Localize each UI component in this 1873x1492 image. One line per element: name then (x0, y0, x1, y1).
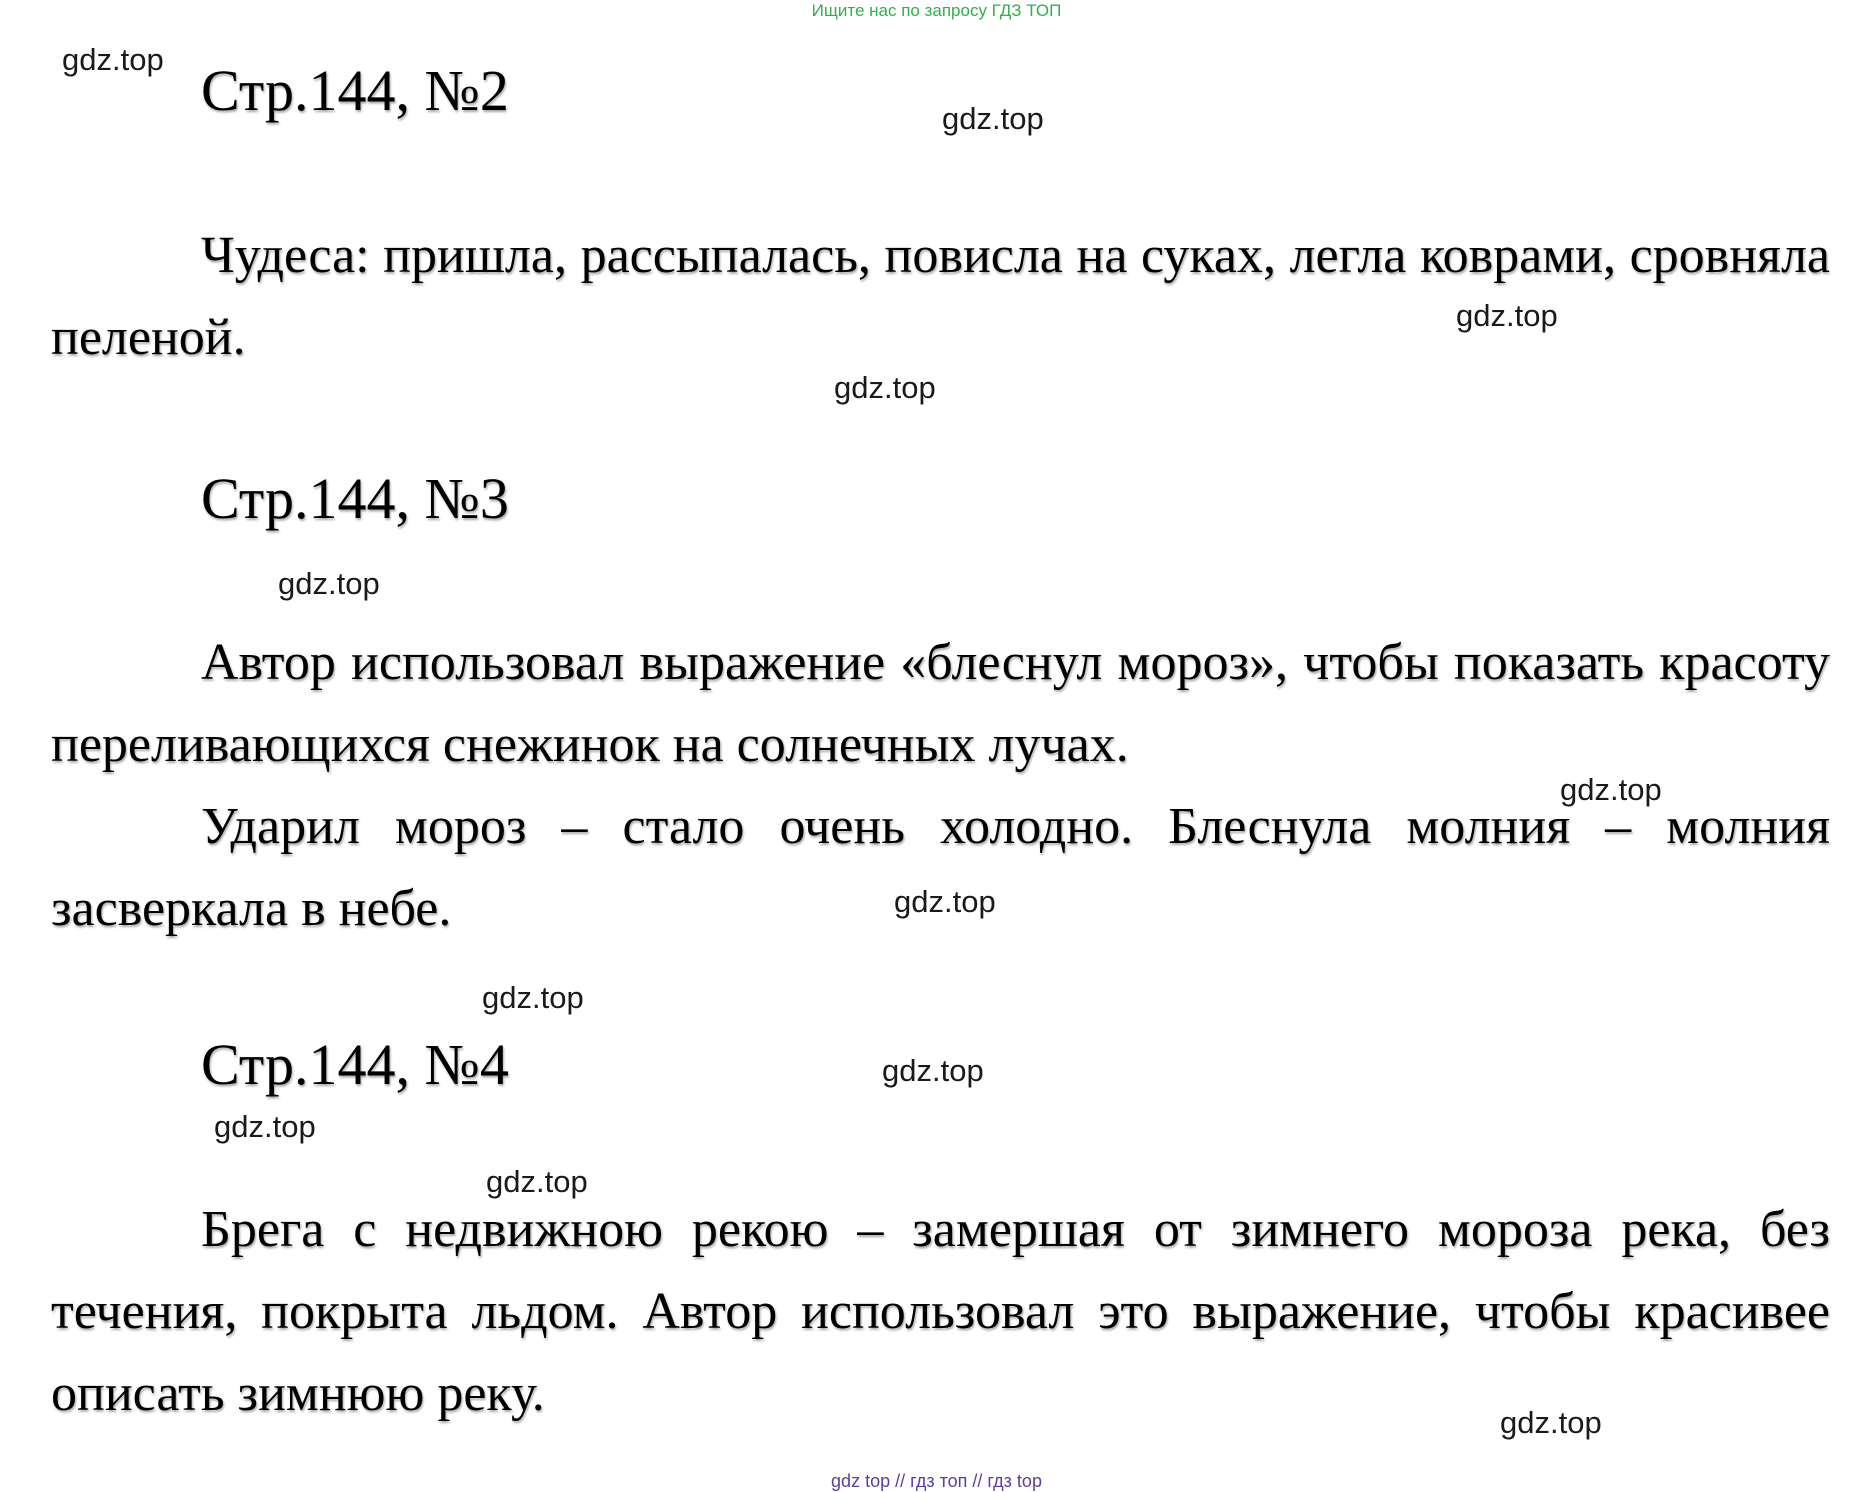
watermark-text: gdz.top (1560, 772, 1662, 807)
section-heading: Стр.144, №3 (201, 466, 509, 531)
watermark-text: gdz.top (882, 1053, 984, 1088)
section-heading: Стр.144, №2 (201, 58, 509, 123)
footer-links: gdz top // гдз топ // гдз top (831, 1471, 1042, 1491)
section-heading: Стр.144, №4 (201, 1032, 509, 1097)
watermark-text: gdz.top (482, 980, 584, 1015)
watermark-text: gdz.top (942, 101, 1044, 136)
answer-paragraph: Брега с недвижною рекою – замершая от зимнего мороза река, без течения, покрыта льдом. Автор использовал это выражение, чтобы красивее описать зимнюю реку. (51, 1201, 1830, 1422)
answer-paragraph: Ударил мороз – стало очень холодно. Блеснула молния – молния засверкала в небе. (51, 798, 1830, 937)
watermark-text: gdz.top (834, 370, 936, 405)
watermark-text: gdz.top (1456, 298, 1558, 333)
search-banner: Ищите нас по запросу ГДЗ ТОП (811, 1, 1062, 20)
watermark-text: gdz.top (486, 1164, 588, 1199)
watermark-text: gdz.top (62, 42, 164, 77)
watermark-text: gdz.top (894, 884, 996, 919)
watermark-text: gdz.top (1500, 1405, 1602, 1440)
answer-paragraph: Автор использовал выражение «блеснул мороз», чтобы показать красоту переливающихся снежинок на солнечных лучах. (51, 634, 1830, 773)
watermark-text: gdz.top (214, 1109, 316, 1144)
watermark-text: gdz.top (278, 566, 380, 601)
answer-paragraph: Чудеса: пришла, рассыпалась, повисла на суках, легла коврами, сровняла пеленой. (51, 227, 1830, 366)
